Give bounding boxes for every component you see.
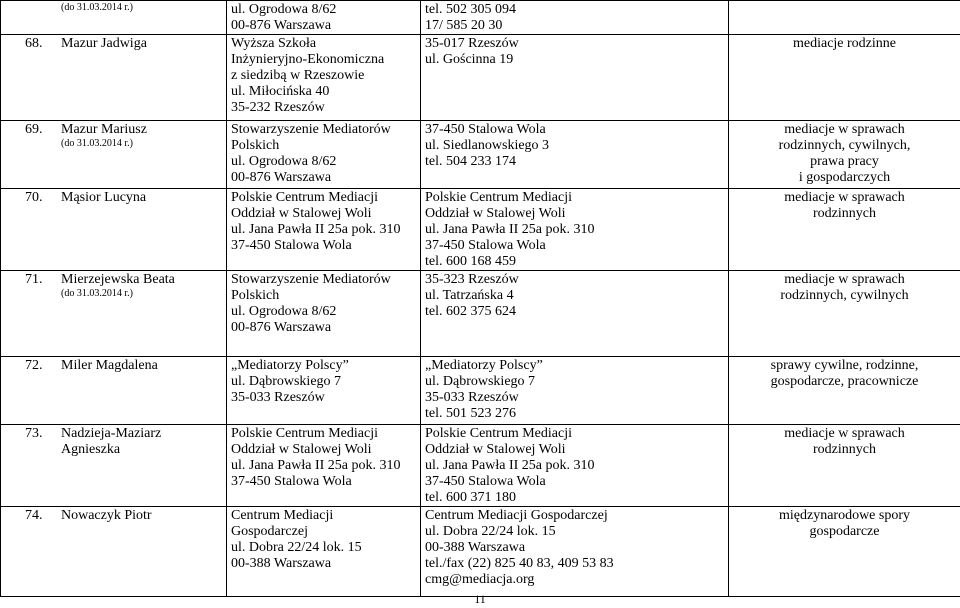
table-row: [1, 35, 960, 121]
institution-line: ul. Ogrodowa 8/62: [231, 154, 337, 169]
scope-line: i gospodarczych: [798, 170, 891, 185]
institution-cell: [227, 121, 421, 189]
scope-line: mediacje w sprawach: [784, 122, 905, 137]
institution-line: ul. Jana Pawła II 25a pok. 310: [231, 458, 401, 473]
institution-line: 00-876 Warszawa: [231, 320, 332, 335]
address-line: ul. Siedlanowskiego 3: [425, 138, 550, 153]
institution-line: Stowarzyszenie Mediatorów: [231, 122, 391, 137]
scope-cell: [729, 357, 960, 425]
scope-line: rodzinnych: [813, 442, 876, 457]
address-line: 35-323 Rzeszów: [425, 272, 519, 287]
institution-line: ul. Ogrodowa 8/62: [231, 2, 337, 17]
institution-line: Polskich: [231, 138, 280, 153]
address-line: Polskie Centrum Mediacji: [425, 190, 572, 205]
address-line: ul. Jana Pawła II 25a pok. 310: [425, 458, 595, 473]
institution-cell: [227, 507, 421, 597]
scope-line: mediacje rodzinne: [792, 36, 896, 51]
address-line: Oddział w Stalowej Woli: [425, 206, 566, 221]
table-row: [1, 189, 960, 271]
address-line: 17/ 585 20 30: [425, 18, 503, 33]
address-line: Oddział w Stalowej Woli: [425, 442, 566, 457]
address-line: ul. Gościnna 19: [425, 52, 514, 67]
table-row: [1, 507, 960, 597]
address-cell: [421, 425, 729, 507]
scope-cell: [729, 1, 960, 35]
mediator-name-continued: Agnieszka: [61, 442, 121, 457]
scope-line: rodzinnych: [813, 206, 876, 221]
table-row: [1, 357, 960, 425]
table-row: [1, 271, 960, 357]
scope-cell: [729, 271, 960, 357]
institution-cell: [227, 271, 421, 357]
institution-line: Wyższa Szkoła: [231, 36, 317, 51]
address-line: 37-450 Stalowa Wola: [425, 238, 546, 253]
scope-line: międzynarodowe spory: [778, 508, 911, 523]
institution-line: Gospodarczej: [231, 524, 308, 539]
mediator-name-cell: [1, 121, 227, 189]
address-cell: [421, 271, 729, 357]
institution-line: Oddział w Stalowej Woli: [231, 206, 372, 221]
scope-line: mediacje w sprawach: [784, 426, 905, 441]
address-cell: [421, 121, 729, 189]
address-line: tel. 502 305 094: [425, 2, 516, 17]
address-line: tel. 504 233 174: [425, 154, 516, 169]
scope-line: mediacje w sprawach: [784, 190, 905, 205]
address-line: ul. Dąbrowskiego 7: [425, 374, 536, 389]
address-line: tel. 501 523 276: [425, 406, 516, 421]
row-number: 73.: [25, 426, 43, 441]
address-line: 35-033 Rzeszów: [425, 390, 519, 405]
institution-line: 00-876 Warszawa: [231, 18, 332, 33]
institution-line: „Mediatorzy Polscy”: [231, 358, 349, 373]
institution-cell: [227, 357, 421, 425]
institution-cell: [227, 35, 421, 121]
table-row: [1, 425, 960, 507]
row-number: 69.: [25, 122, 43, 137]
mediator-name-cell: [1, 507, 227, 597]
address-line: 37-450 Stalowa Wola: [425, 122, 546, 137]
institution-line: ul. Dąbrowskiego 7: [231, 374, 342, 389]
mediator-name: Miler Magdalena: [61, 358, 158, 373]
mediator-name-cell: [1, 425, 227, 507]
table-row: [1, 121, 960, 189]
address-line: Polskie Centrum Mediacji: [425, 426, 572, 441]
institution-line: 35-033 Rzeszów: [231, 390, 325, 405]
address-line: cmg@mediacja.org: [425, 572, 535, 587]
address-line: ul. Tatrzańska 4: [425, 288, 514, 303]
address-line: ul. Jana Pawła II 25a pok. 310: [425, 222, 595, 237]
mediator-name: Mąsior Lucyna: [61, 190, 147, 205]
institution-line: Stowarzyszenie Mediatorów: [231, 272, 391, 287]
scope-line: prawa pracy: [810, 154, 879, 169]
address-line: tel. 600 371 180: [425, 490, 516, 505]
address-cell: [421, 35, 729, 121]
scope-line: gospodarcze, pracownicze: [770, 374, 919, 389]
row-number: 70.: [25, 190, 43, 205]
institution-cell: [227, 1, 421, 35]
institution-line: ul. Dobra 22/24 lok. 15: [231, 540, 362, 555]
institution-cell: [227, 189, 421, 271]
scope-line: mediacje w sprawach: [784, 272, 905, 287]
institution-line: Inżynieryjno-Ekonomiczna: [231, 52, 385, 67]
term-note: (do 31.03.2014 r.): [61, 138, 133, 149]
mediator-name: Nowaczyk Piotr: [61, 508, 152, 523]
scope-cell: [729, 425, 960, 507]
scope-line: rodzinnych, cywilnych,: [778, 138, 911, 153]
scope-cell: [729, 35, 960, 121]
row-number: 68.: [25, 36, 43, 51]
mediator-name: Mierzejewska Beata: [61, 272, 175, 287]
institution-line: 37-450 Stalowa Wola: [231, 474, 352, 489]
address-line: 35-017 Rzeszów: [425, 36, 519, 51]
page-number: 11: [474, 592, 486, 606]
address-line: Centrum Mediacji Gospodarczej: [425, 508, 608, 523]
scope-line: sprawy cywilne, rodzinne,: [770, 358, 919, 373]
institution-line: ul. Ogrodowa 8/62: [231, 304, 337, 319]
mediator-name-cell: [1, 35, 227, 121]
address-line: tel. 600 168 459: [425, 254, 516, 269]
address-line: 37-450 Stalowa Wola: [425, 474, 546, 489]
scope-line: gospodarcze: [809, 524, 880, 539]
address-line: tel. 602 375 624: [425, 304, 516, 319]
mediator-name: Mazur Jadwiga: [61, 36, 147, 51]
institution-line: 35-232 Rzeszów: [231, 100, 325, 115]
scope-cell: [729, 507, 960, 597]
mediator-name-cell: [1, 1, 227, 35]
institution-cell: [227, 425, 421, 507]
institution-line: Polskie Centrum Mediacji: [231, 426, 378, 441]
row-number: 71.: [25, 272, 43, 287]
address-cell: [421, 507, 729, 597]
address-cell: [421, 357, 729, 425]
address-cell: [421, 1, 729, 35]
address-line: 00-388 Warszawa: [425, 540, 526, 555]
term-note: (do 31.03.2014 r.): [61, 288, 133, 299]
mediator-name-cell: [1, 271, 227, 357]
institution-line: 00-876 Warszawa: [231, 170, 332, 185]
institution-line: ul. Jana Pawła II 25a pok. 310: [231, 222, 401, 237]
institution-line: Oddział w Stalowej Woli: [231, 442, 372, 457]
institution-line: 00-388 Warszawa: [231, 556, 332, 571]
institution-line: ul. Miłocińska 40: [231, 84, 330, 99]
address-line: ul. Dobra 22/24 lok. 15: [425, 524, 556, 539]
scope-line: rodzinnych, cywilnych: [780, 288, 909, 303]
mediator-name: Mazur Mariusz: [61, 122, 147, 137]
scope-cell: [729, 189, 960, 271]
mediator-name-cell: [1, 189, 227, 271]
institution-line: 37-450 Stalowa Wola: [231, 238, 352, 253]
mediator-name-cell: [1, 357, 227, 425]
institution-line: Centrum Mediacji: [231, 508, 334, 523]
institution-line: Polskie Centrum Mediacji: [231, 190, 378, 205]
address-cell: [421, 189, 729, 271]
institution-line: z siedzibą w Rzeszowie: [231, 68, 365, 83]
row-number: 72.: [25, 358, 43, 373]
row-number: 74.: [25, 508, 43, 523]
institution-line: Polskich: [231, 288, 280, 303]
address-line: tel./fax (22) 825 40 83, 409 53 83: [425, 556, 614, 571]
mediator-name: Nadzieja-Maziarz: [61, 426, 162, 441]
table-row: [1, 1, 960, 35]
address-line: „Mediatorzy Polscy”: [425, 358, 543, 373]
table-body: [1, 1, 960, 597]
scope-cell: [729, 121, 960, 189]
term-note: (do 31.03.2014 r.): [61, 2, 133, 13]
